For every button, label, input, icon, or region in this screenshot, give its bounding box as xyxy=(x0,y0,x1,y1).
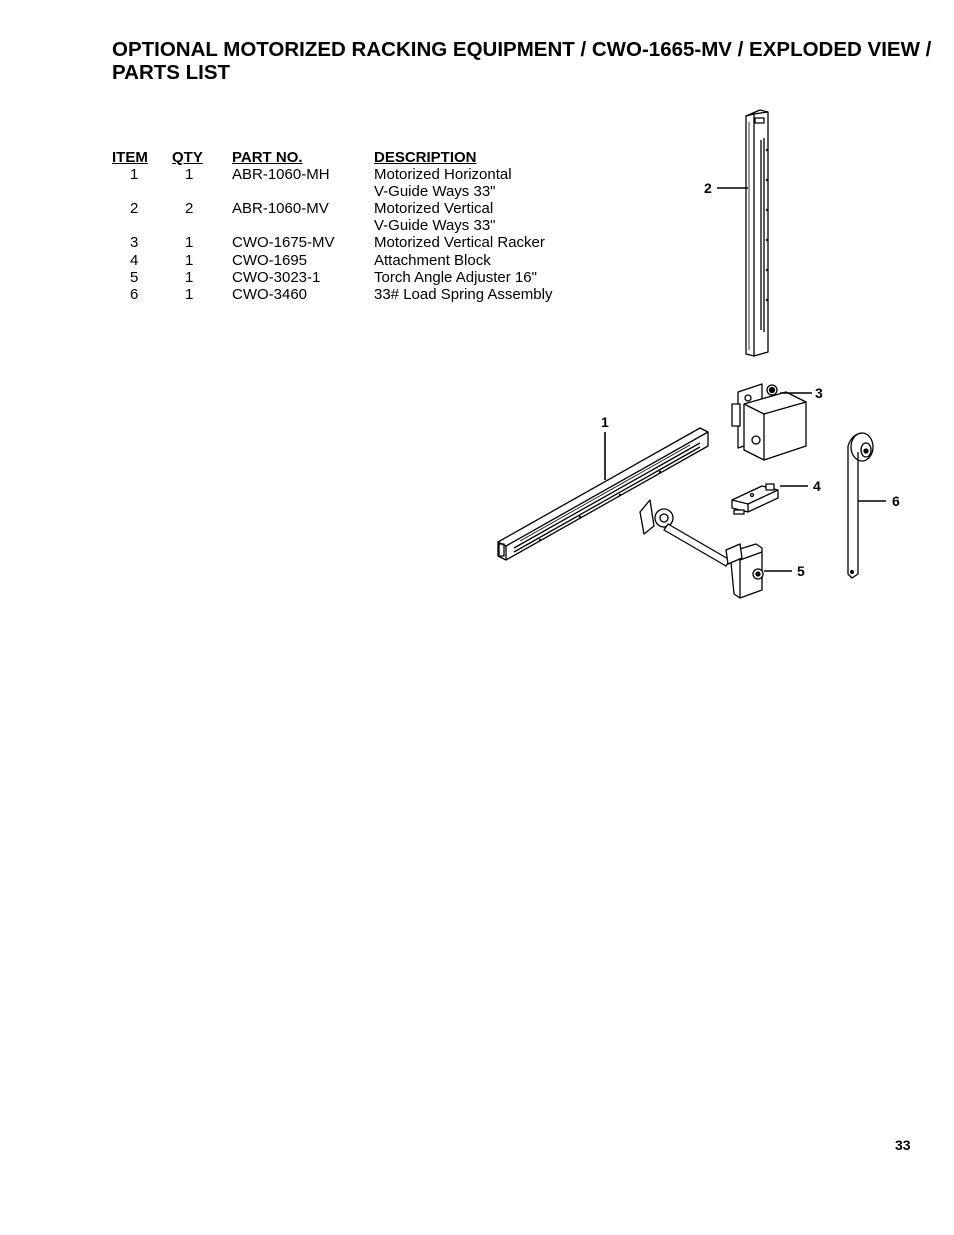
description-line: Motorized Vertical xyxy=(374,200,494,218)
description-line: V-Guide Ways 33" xyxy=(374,183,496,201)
part-number: CWO-3023-1 xyxy=(232,268,321,286)
torch-angle-adjuster-drawing xyxy=(640,500,763,598)
callout-4: 4 xyxy=(813,478,821,494)
description-line: 33# Load Spring Assembly xyxy=(374,285,553,303)
item-qty: 1 xyxy=(185,234,194,252)
callout-5: 5 xyxy=(797,563,805,579)
header-description: DESCRIPTION xyxy=(374,149,477,166)
page-number: 33 xyxy=(895,1137,911,1153)
vertical-guide-way-drawing xyxy=(746,110,768,356)
part-number: CWO-1695 xyxy=(232,251,308,269)
item-qty: 1 xyxy=(185,268,194,286)
part-number: CWO-1675-MV xyxy=(232,234,335,252)
load-spring-assembly-drawing xyxy=(848,433,873,578)
vertical-racker-drawing xyxy=(732,384,806,460)
callout-3: 3 xyxy=(815,385,823,401)
description-line: Attachment Block xyxy=(374,251,491,269)
item-qty: 1 xyxy=(185,251,194,269)
exploded-view-drawing xyxy=(480,100,920,600)
description-line: Torch Angle Adjuster 16" xyxy=(374,268,537,286)
item-qty: 2 xyxy=(185,200,194,218)
item-number: 2 xyxy=(130,200,139,218)
callout-1: 1 xyxy=(601,414,609,430)
part-number: CWO-3460 xyxy=(232,285,308,303)
item-qty: 1 xyxy=(185,166,194,184)
item-number: 5 xyxy=(130,268,139,286)
header-part-no: PART NO. xyxy=(232,149,303,166)
header-qty: QTY xyxy=(172,149,203,166)
attachment-block-drawing xyxy=(732,484,778,514)
item-number: 1 xyxy=(130,166,139,184)
description-line: V-Guide Ways 33" xyxy=(374,217,496,235)
header-item: ITEM xyxy=(112,149,148,166)
item-number: 4 xyxy=(130,251,139,269)
part-number: ABR-1060-MH xyxy=(232,166,330,184)
description-line: Motorized Vertical Racker xyxy=(374,234,545,252)
callout-2: 2 xyxy=(704,180,712,196)
horizontal-guide-way-drawing xyxy=(498,428,708,560)
item-qty: 1 xyxy=(185,285,194,303)
item-number: 3 xyxy=(130,234,139,252)
page-title: OPTIONAL MOTORIZED RACKING EQUIPMENT / CWO-1665-MV / EXPLODED VIEW / PARTS LIST xyxy=(112,38,932,84)
part-number: ABR-1060-MV xyxy=(232,200,329,218)
callout-6: 6 xyxy=(892,493,900,509)
item-number: 6 xyxy=(130,285,139,303)
description-line: Motorized Horizontal xyxy=(374,166,512,184)
